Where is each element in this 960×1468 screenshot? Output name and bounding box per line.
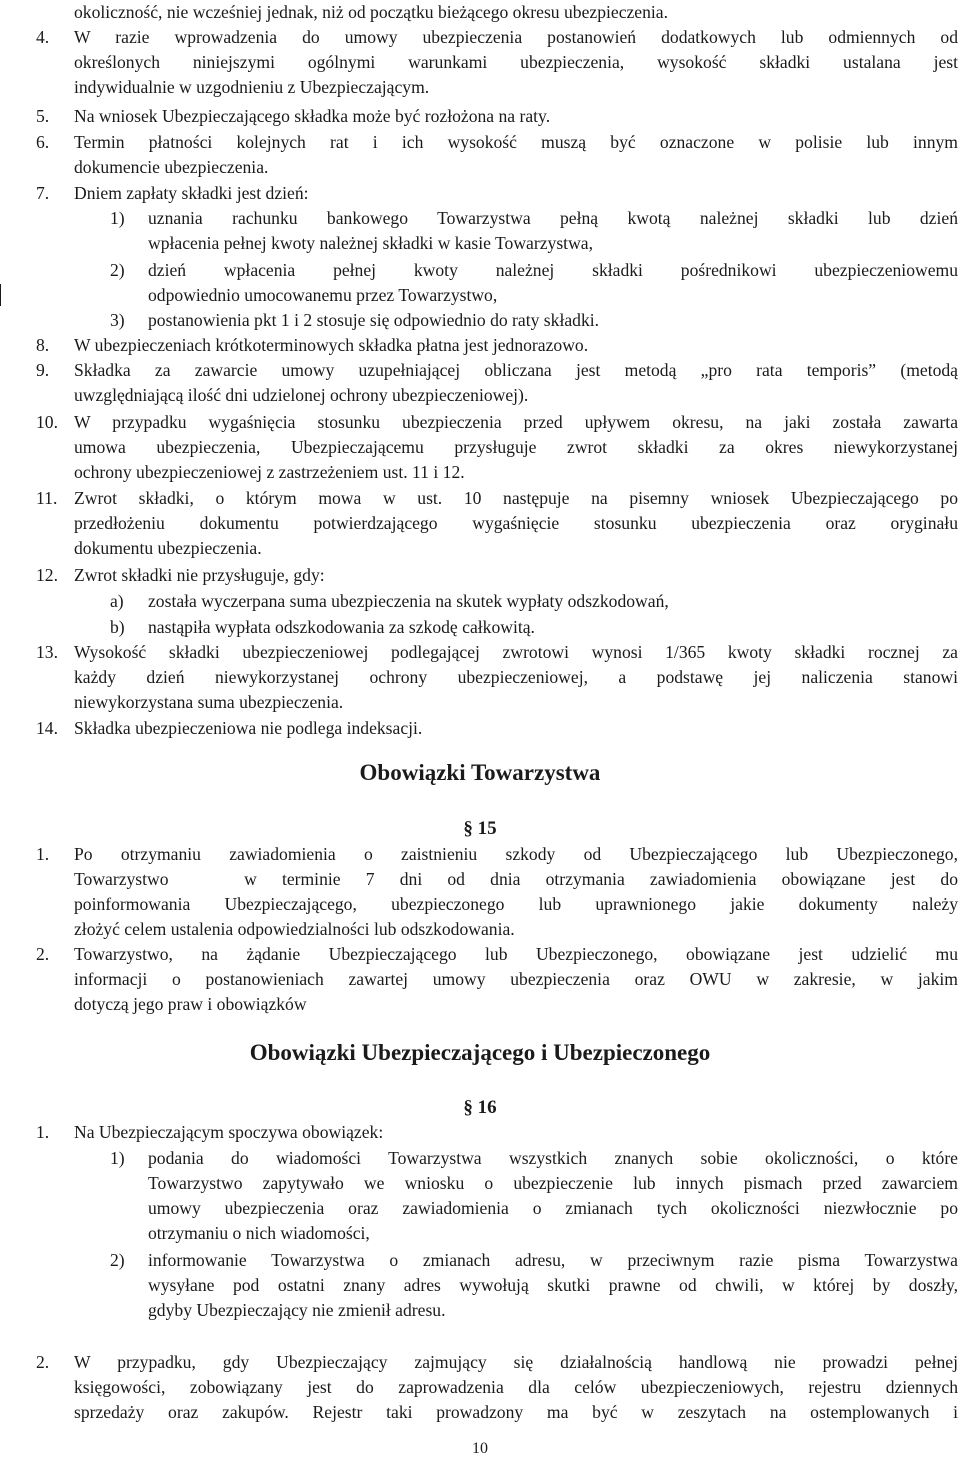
text-line: księgowości, zobowiązany jest do zaprowadzenia dla celów ubezpieczeniowych, rejestru dziennych bbox=[74, 1377, 958, 1397]
text-line: dzień wpłacenia pełnej kwoty należnej składki pośrednikowi ubezpieczeniowemu bbox=[148, 260, 958, 280]
text-line: okoliczność, nie wcześniej jednak, niż od początku bieżącego okresu ubezpieczenia. bbox=[74, 2, 669, 22]
sub-item-number: 2) bbox=[110, 260, 125, 280]
item-number: 8. bbox=[36, 335, 50, 355]
sub-item-number: 2) bbox=[110, 1250, 125, 1270]
text-line: dokumencie ubezpieczenia. bbox=[74, 157, 269, 177]
text-line: ochrony ubezpieczeniowej z zastrzeżeniem ust. 11 i 12. bbox=[74, 462, 465, 482]
section-heading: Obowiązki Towarzystwa bbox=[359, 760, 601, 785]
text-line: niewykorzystana suma ubezpieczenia. bbox=[74, 692, 344, 712]
text-line: postanowienia pkt 1 i 2 stosuje się odpowiednio do raty składki. bbox=[148, 310, 600, 330]
section-heading: Obowiązki Ubezpieczającego i Ubezpieczonego bbox=[249, 1040, 711, 1065]
text-line: dokumentu ubezpieczenia. bbox=[74, 538, 262, 558]
text-line: W razie wprowadzenia do umowy ubezpieczenia postanowień dodatkowych lub odmiennych od bbox=[74, 27, 958, 47]
item-number: 14. bbox=[36, 718, 58, 738]
text-line: Na wniosek Ubezpieczającego składka może być rozłożona na raty. bbox=[74, 106, 551, 126]
item-number: 2. bbox=[36, 944, 50, 964]
text-line: podania do wiadomości Towarzystwa wszystkich znanych sobie okoliczności, o które bbox=[148, 1148, 958, 1168]
text-line: Towarzystwo zapytywało we wniosku o ubezpieczenie lub innych pismach przed zawarciem bbox=[148, 1173, 958, 1193]
item-number: 1. bbox=[36, 1122, 50, 1142]
text-line: Towarzystwo w terminie 7 dni od dnia otrzymania zawiadomienia obowiązane jest do bbox=[74, 869, 958, 889]
page-number: 10 bbox=[472, 1440, 488, 1457]
text-line: Składka ubezpieczeniowa nie podlega indeksacji. bbox=[74, 718, 423, 738]
text-line: Termin płatności kolejnych rat i ich wysokość muszą być oznaczone w polisie lub innym bbox=[74, 132, 958, 152]
text-line: indywidualnie w uzgodnieniu z Ubezpieczającym. bbox=[74, 77, 430, 97]
item-number: 10. bbox=[36, 412, 58, 432]
text-line: nastąpiła wypłata odszkodowania za szkodę całkowitą. bbox=[148, 617, 535, 637]
text-line: Wysokość składki ubezpieczeniowej podlegającej zwrotowi wynosi 1/365 kwoty składki rocznej za bbox=[74, 642, 958, 662]
text-line: wpłacenia pełnej kwoty należnej składki w kasie Towarzystwa, bbox=[148, 233, 593, 253]
text-line: W przypadku wygaśnięcia stosunku ubezpieczenia przed upływem okresu, na jaki została zawarta bbox=[74, 412, 958, 432]
sub-item-number: 1) bbox=[110, 208, 125, 228]
text-line: Zwrot składki, o którym mowa w ust. 10 następuje na pisemny wniosek Ubezpieczającego po bbox=[74, 488, 958, 508]
text-line: każdy dzień niewykorzystanej ochrony ubezpieczeniowej, a podstawę jej naliczenia stanowi bbox=[74, 667, 958, 687]
text-line: została wyczerpana suma ubezpieczenia na skutek wypłaty odszkodowań, bbox=[148, 591, 669, 611]
text-line: Dniem zapłaty składki jest dzień: bbox=[74, 183, 309, 203]
text-line: wysyłane pod ostatni znany adres wywołują skutki prawne od chwili, w której by doszły, bbox=[148, 1275, 958, 1295]
text-line: dotyczą jego praw i obowiązków bbox=[74, 994, 307, 1014]
paragraph-symbol: § 16 bbox=[463, 1097, 497, 1118]
item-number: 9. bbox=[36, 360, 50, 380]
sub-item-number: 3) bbox=[110, 310, 125, 330]
text-line: określonych niniejszymi ogólnymi warunkami ubezpieczenia, wysokość składki ustalana jest bbox=[74, 52, 958, 72]
text-line: poinformowania Ubezpieczającego, ubezpieczonego lub uprawnionego jakie dokumenty należy bbox=[74, 894, 958, 914]
text-line: uwzględniającą ilość dni udzielonej ochrony ubezpieczeniowej). bbox=[74, 385, 529, 405]
text-line: Zwrot składki nie przysługuje, gdy: bbox=[74, 565, 325, 585]
text-line: złożyć celem ustalenia odpowiedzialności lub odszkodowania. bbox=[74, 919, 515, 939]
item-number: 5. bbox=[36, 106, 50, 126]
text-line: sprzedaży oraz zakupów. Rejestr taki prowadzony ma być w zeszytach na ostemplowanych i bbox=[74, 1402, 958, 1422]
item-number: 12. bbox=[36, 565, 58, 585]
item-number: 11. bbox=[36, 488, 58, 508]
item-number: 13. bbox=[36, 642, 58, 662]
item-number: 2. bbox=[36, 1352, 50, 1372]
text-line: otrzymaniu o nich wiadomości, bbox=[148, 1223, 370, 1243]
text-line: Na Ubezpieczającym spoczywa obowiązek: bbox=[74, 1122, 384, 1142]
text-line: Towarzystwo, na żądanie Ubezpieczającego lub Ubezpieczonego, obowiązane jest udzielić mu bbox=[74, 944, 958, 964]
item-number: 4. bbox=[36, 27, 50, 47]
item-number: 7. bbox=[36, 183, 50, 203]
text-line: odpowiednio umocowanemu przez Towarzystwo, bbox=[148, 285, 498, 305]
text-line: umowy ubezpieczenia oraz zawiadomienia o zmianach tych okoliczności niezwłocznie po bbox=[148, 1198, 958, 1218]
text-line: gdyby Ubezpieczający nie zmienił adresu. bbox=[148, 1300, 446, 1320]
text-line: Składka za zawarcie umowy uzupełniającej obliczana jest metodą „pro rata temporis” (metodą bbox=[74, 360, 958, 380]
sub-item-number: 1) bbox=[110, 1148, 125, 1168]
sub-item-letter: a) bbox=[110, 591, 124, 611]
text-line: umowa ubezpieczenia, Ubezpieczającemu przysługuje zwrot składki za okres niewykorzystanej bbox=[74, 437, 958, 457]
text-line: przedłożeniu dokumentu potwierdzającego wygaśnięcie stosunku ubezpieczenia oraz oryginału bbox=[74, 513, 958, 533]
sub-item-letter: b) bbox=[110, 617, 125, 637]
item-number: 1. bbox=[36, 844, 50, 864]
text-line: uznania rachunku bankowego Towarzystwa pełną kwotą należnej składki lub dzień bbox=[148, 208, 958, 228]
text-line: W przypadku, gdy Ubezpieczający zajmujący się działalnością handlową nie prowadzi pełnej bbox=[74, 1352, 958, 1372]
text-line: informacji o postanowieniach zawartej umowy ubezpieczenia oraz OWU w zakresie, w jakim bbox=[74, 969, 958, 989]
revision-bar bbox=[0, 284, 1, 306]
text-line: Po otrzymaniu zawiadomienia o zaistnieniu szkody od Ubezpieczającego lub Ubezpieczonego, bbox=[74, 844, 958, 864]
item-number: 6. bbox=[36, 132, 50, 152]
text-line: informowanie Towarzystwa o zmianach adresu, w przeciwnym razie pisma Towarzystwa bbox=[148, 1250, 958, 1270]
text-line: W ubezpieczeniach krótkoterminowych składka płatna jest jednorazowo. bbox=[74, 335, 589, 355]
paragraph-symbol: § 15 bbox=[463, 818, 497, 839]
